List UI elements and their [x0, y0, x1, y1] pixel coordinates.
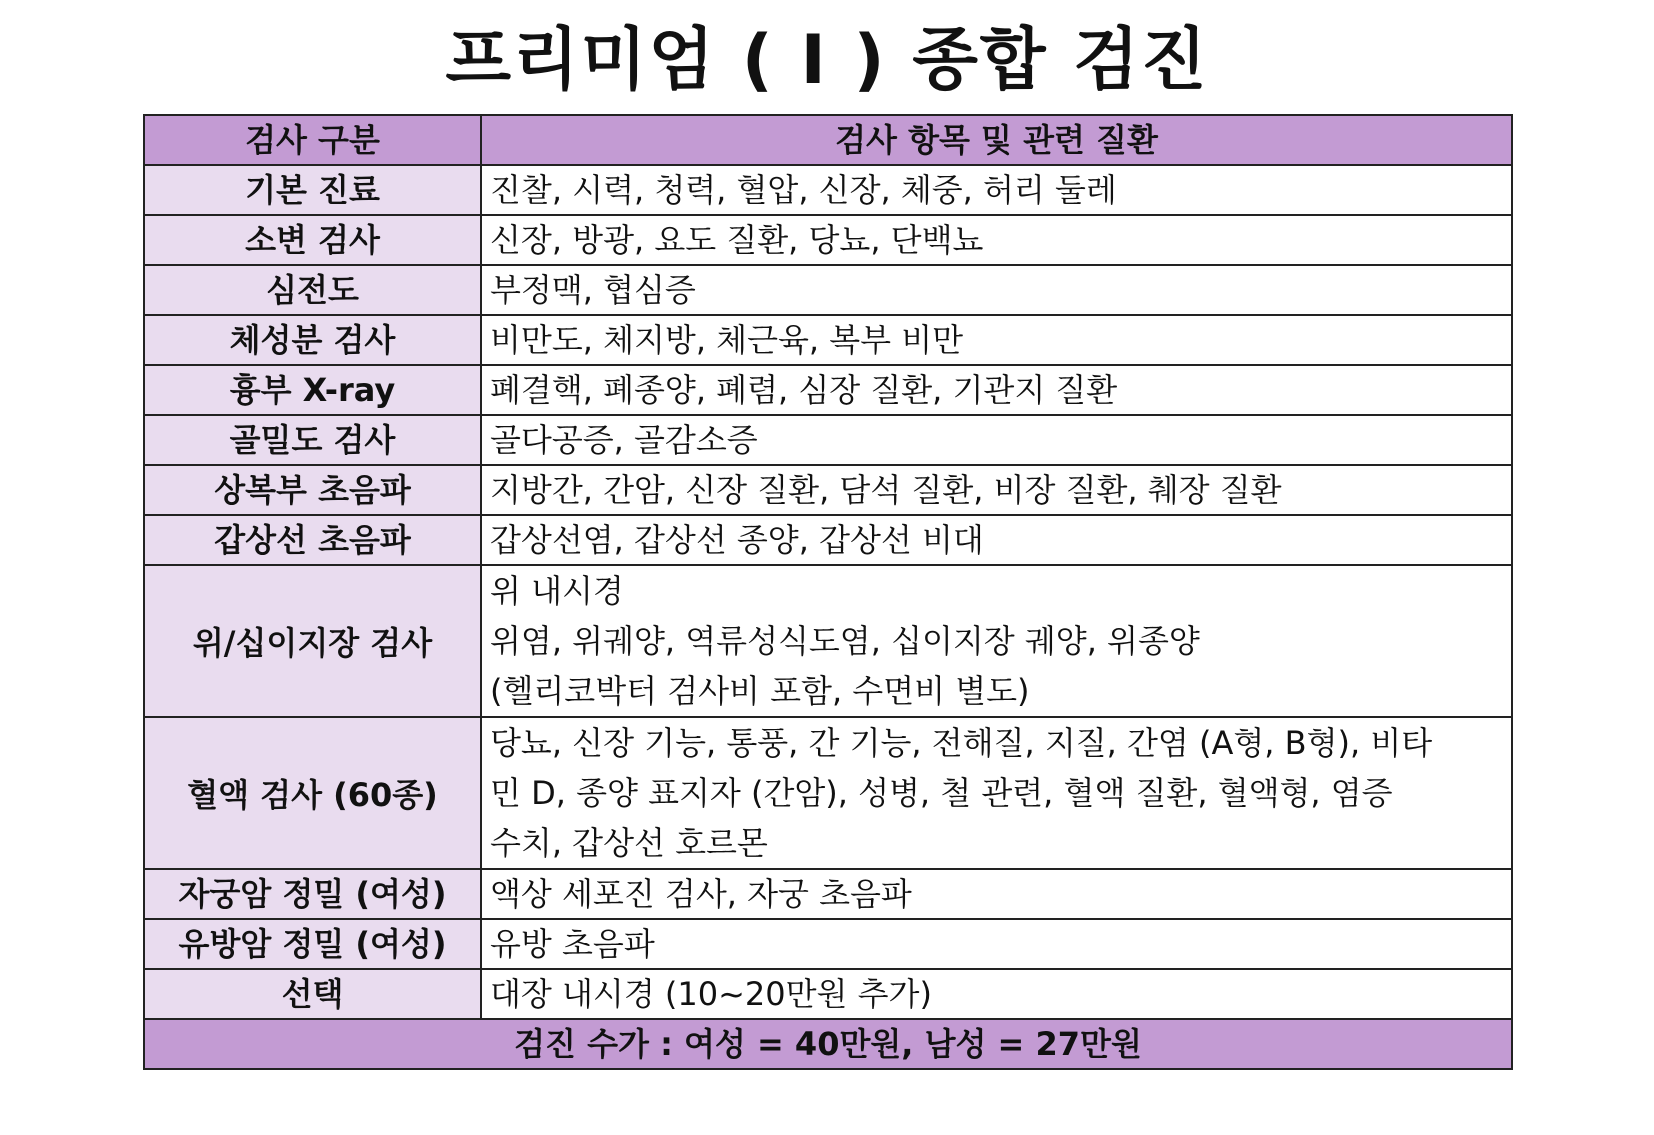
table-row	[144, 565, 1512, 717]
table-row	[144, 919, 1512, 969]
table-row	[144, 165, 1512, 215]
exam-item-line: 갑상선염, 갑상선 종양, 갑상선 비대	[490, 521, 984, 559]
exam-item-line: 신장, 방광, 요도 질환, 당뇨, 단백뇨	[490, 221, 984, 259]
table-header-row	[144, 115, 1512, 165]
exam-items	[481, 315, 1512, 365]
exam-items	[481, 265, 1512, 315]
exam-item-line: 지방간, 간암, 신장 질환, 담석 질환, 비장 질환, 췌장 질환	[490, 471, 1282, 509]
table-row	[144, 365, 1512, 415]
price-summary: 검진 수가 : 여성 = 40만원, 남성 = 27만원	[144, 1019, 1512, 1069]
exam-category: 흉부 X-ray	[144, 365, 481, 415]
exam-item-line: 수치, 갑상선 호르몬	[490, 824, 768, 862]
exam-items	[481, 365, 1512, 415]
exam-items	[481, 515, 1512, 565]
exam-item-line: 당뇨, 신장 기능, 통풍, 간 기능, 전해질, 지질, 간염 (A형, B형), 비타	[490, 724, 1433, 762]
exam-category: 유방암 정밀 (여성)	[144, 919, 481, 969]
exam-item-line: 부정맥, 협심증	[490, 271, 696, 309]
exam-items	[481, 969, 1512, 1019]
exam-category: 혈액 검사 (60종)	[144, 717, 481, 869]
exam-items	[481, 565, 1512, 717]
table-row	[144, 215, 1512, 265]
table-row	[144, 969, 1512, 1019]
exam-category: 갑상선 초음파	[144, 515, 481, 565]
exam-category: 상복부 초음파	[144, 465, 481, 515]
exam-items	[481, 215, 1512, 265]
exam-category: 소변 검사	[144, 215, 481, 265]
table-body	[144, 165, 1512, 1019]
exam-item-line: 진찰, 시력, 청력, 혈압, 신장, 체중, 허리 둘레	[490, 171, 1117, 209]
exam-items	[481, 717, 1512, 869]
exam-category: 체성분 검사	[144, 315, 481, 365]
exam-item-line: 위염, 위궤양, 역류성식도염, 십이지장 궤양, 위종양	[490, 622, 1200, 660]
header-items: 검사 항목 및 관련 질환	[481, 115, 1512, 165]
exam-items	[481, 465, 1512, 515]
exam-item-line: 민 D, 종양 표지자 (간암), 성병, 철 관련, 혈액 질환, 혈액형, 염증	[490, 774, 1393, 812]
exam-item-line: 액상 세포진 검사, 자궁 초음파	[490, 875, 912, 913]
table-row	[144, 869, 1512, 919]
table-row	[144, 515, 1512, 565]
exam-items	[481, 165, 1512, 215]
exam-category: 위/십이지장 검사	[144, 565, 481, 717]
table-row	[144, 315, 1512, 365]
page-title: 프리미엄 ( I ) 종합 검진	[445, 21, 1209, 100]
exam-item-line: 대장 내시경 (10~20만원 추가)	[490, 975, 932, 1013]
exam-category: 심전도	[144, 265, 481, 315]
exam-item-line: 폐결핵, 폐종양, 폐렴, 심장 질환, 기관지 질환	[490, 371, 1118, 409]
exam-item-line: 유방 초음파	[490, 925, 655, 963]
exam-category: 선택	[144, 969, 481, 1019]
table-row	[144, 465, 1512, 515]
exam-items	[481, 919, 1512, 969]
table-row	[144, 265, 1512, 315]
exam-category: 골밀도 검사	[144, 415, 481, 465]
table-footer-row	[144, 1019, 1512, 1069]
exam-items	[481, 869, 1512, 919]
exam-item-line: 비만도, 체지방, 체근육, 복부 비만	[490, 321, 964, 359]
exam-table	[143, 114, 1513, 1070]
exam-category: 자궁암 정밀 (여성)	[144, 869, 481, 919]
table-row	[144, 415, 1512, 465]
exam-category: 기본 진료	[144, 165, 481, 215]
exam-items	[481, 415, 1512, 465]
table-row	[144, 717, 1512, 869]
exam-item-line: 위 내시경	[490, 572, 624, 610]
exam-item-line: (헬리코박터 검사비 포함, 수면비 별도)	[490, 672, 1030, 710]
exam-item-line: 골다공증, 골감소증	[490, 421, 758, 459]
header-category: 검사 구분	[144, 115, 481, 165]
